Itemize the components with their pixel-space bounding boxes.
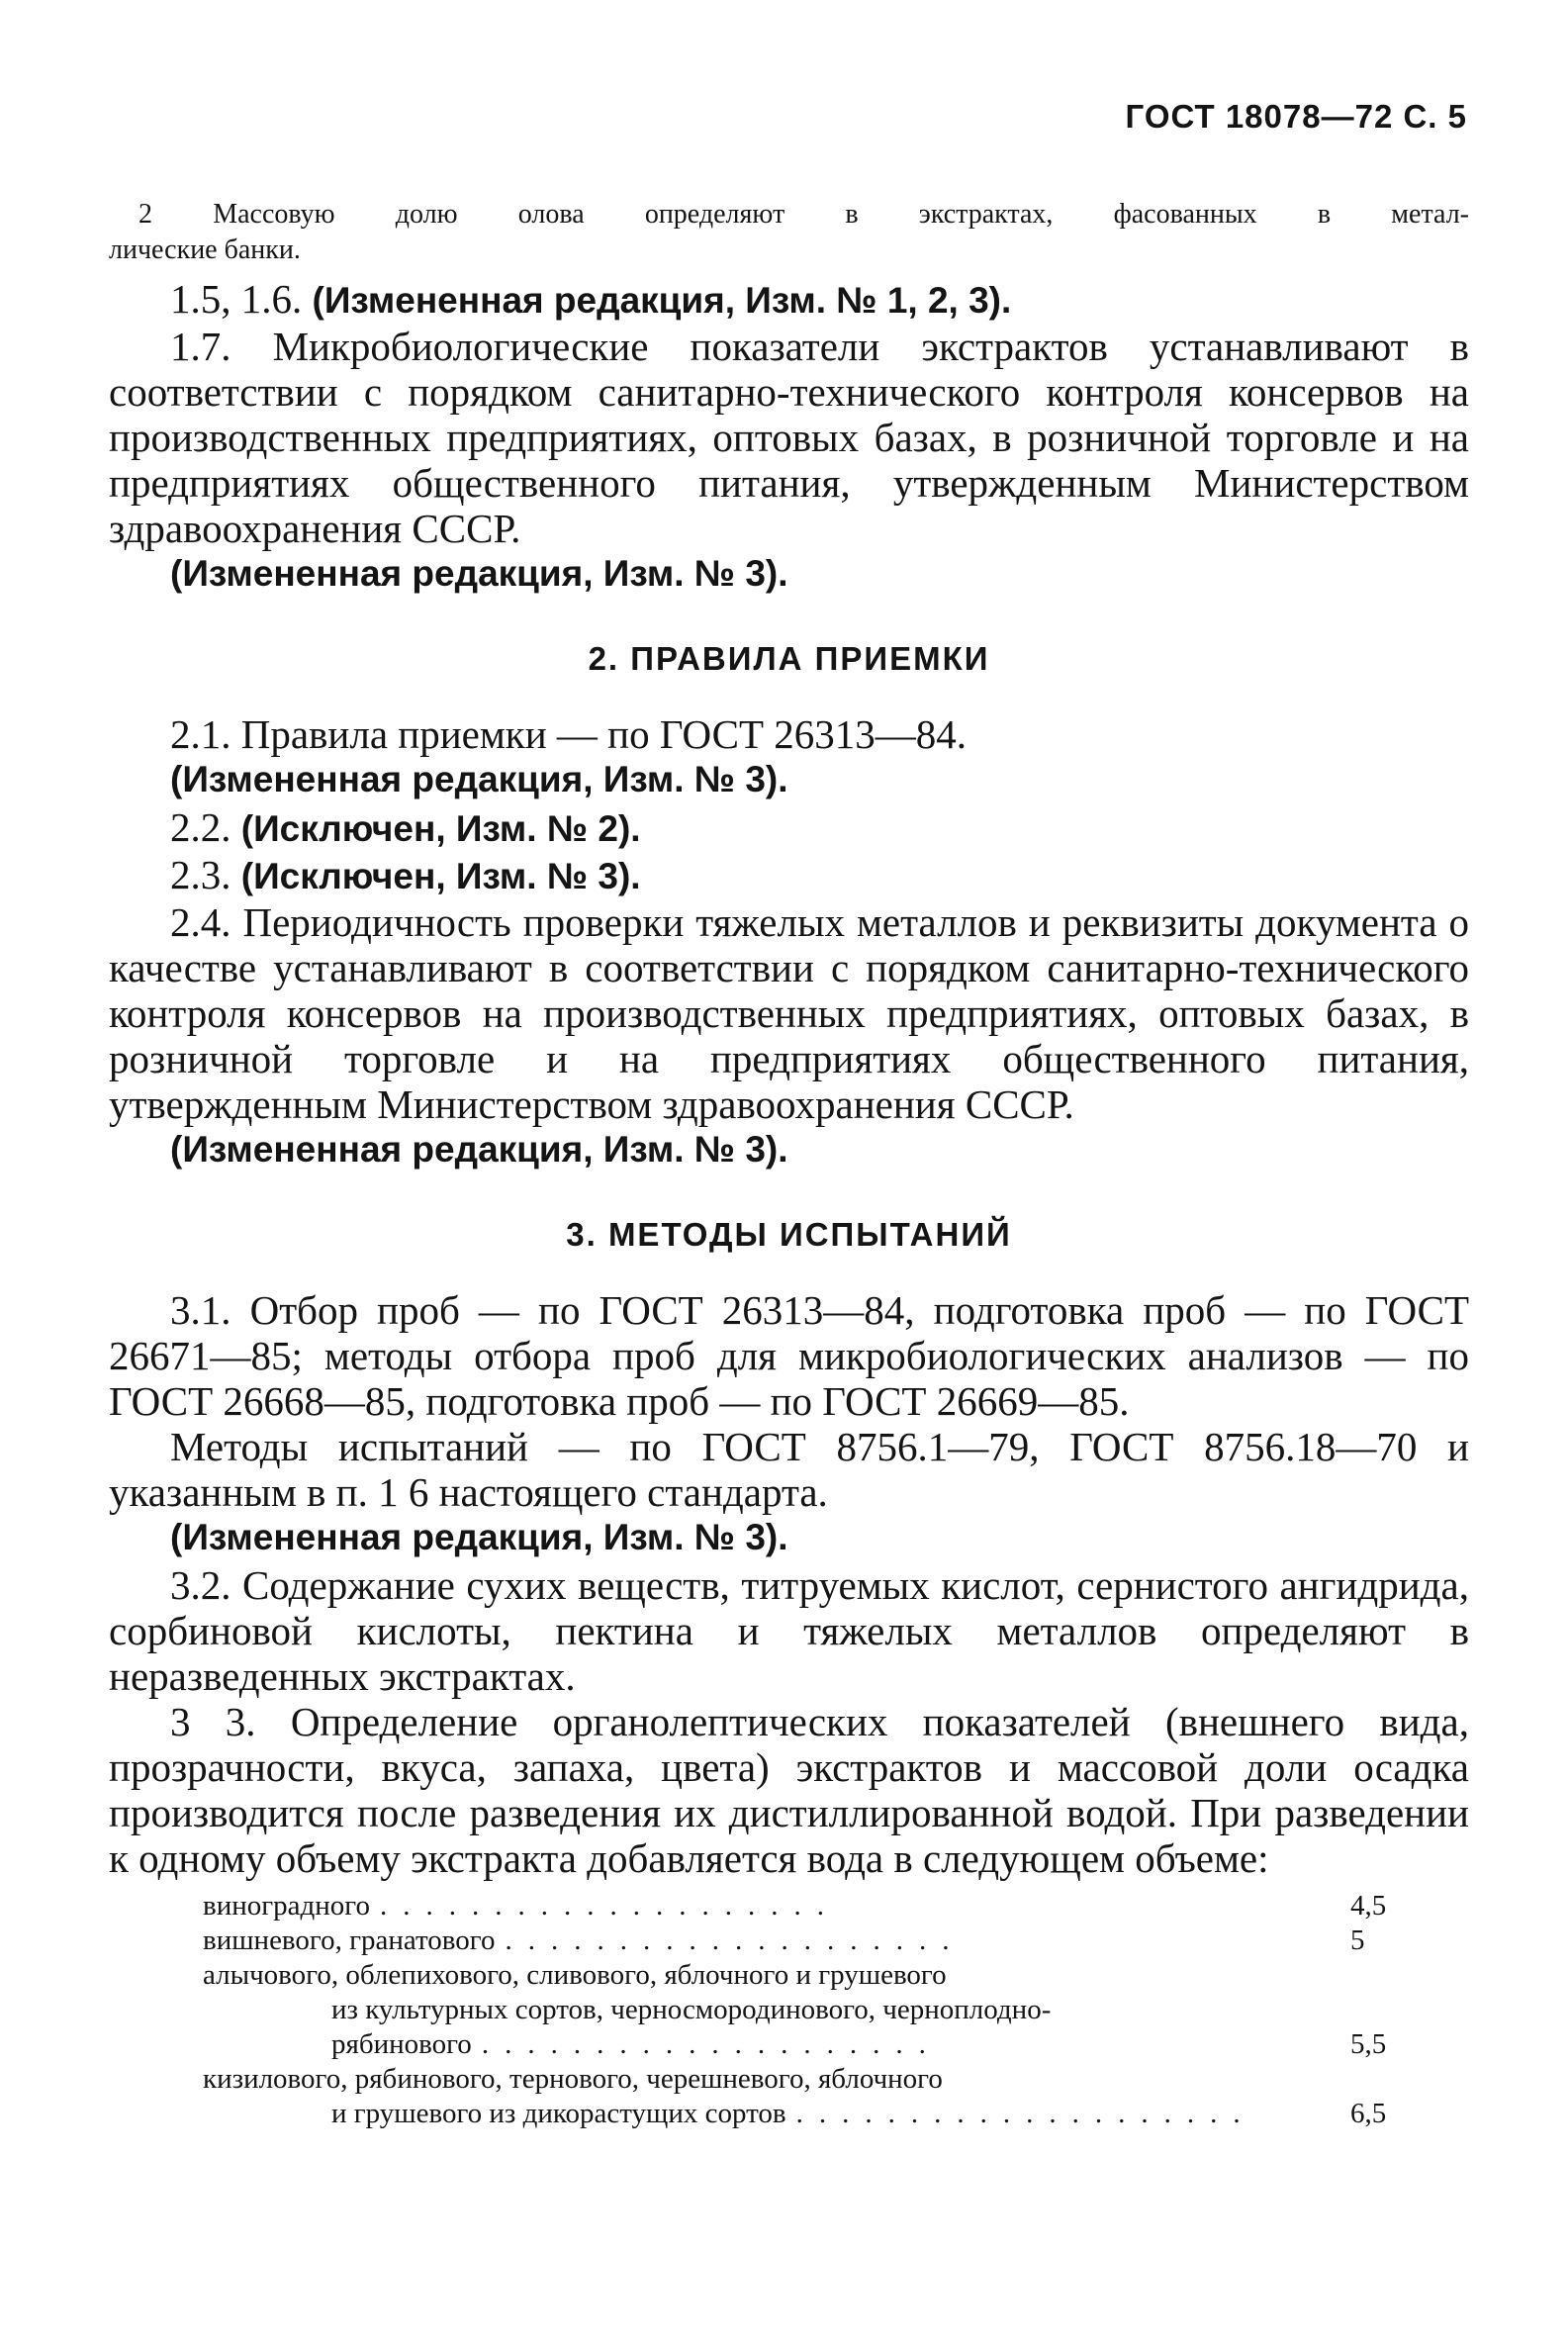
paragraph-2-2-text: (Исключен, Изм. № 2). — [240, 808, 641, 849]
paragraph-2-3-number: 2.3. — [170, 852, 231, 897]
amendment-2-1: (Измененная редакция, Изм. № 3). — [170, 759, 788, 799]
table-row — [109, 2062, 1469, 2131]
paragraph-3-1-methods: Методы испытаний — по ГОСТ 8756.1—79, ГОСТ 8756.18—70 и указанным в п. 1 6 настоящего стандарта. — [109, 1424, 1469, 1515]
row-name-line: рябинового — [331, 2028, 472, 2060]
amendment-1-5-text: (Измененная редакция, Изм. № 1, 2, 3). — [312, 280, 1012, 321]
row-value: 5 — [1350, 1924, 1365, 1956]
row-value: 4,5 — [1350, 1890, 1387, 1922]
document-page — [109, 94, 1469, 2131]
paragraph-2-3 — [109, 852, 1469, 899]
footnote-line-1: 2 Массовую долю олова определяют в экстрактах, фасованных в метал- — [138, 199, 1469, 230]
row-name-line: кизилового, рябинового, тернового, черешневого, яблочного — [203, 2063, 943, 2095]
row-value: 6,5 — [1350, 2098, 1387, 2129]
paragraph-2-3-text: (Исключен, Изм. № 3). — [240, 856, 641, 896]
paragraph-3-1: 3.1. Отбор проб — по ГОСТ 26313—84, подготовка проб — по ГОСТ 26671—85; методы отбора проб для микробиологических анализов — по ГОСТ 26668—85, подготовка проб — по ГОСТ 26669—85. — [109, 1287, 1469, 1424]
row-value: 5,5 — [1350, 2028, 1387, 2060]
section-2-title: 2. ПРАВИЛА ПРИЕМКИ — [588, 640, 990, 677]
paragraph-2-2-number: 2.2. — [170, 804, 231, 850]
dot-leader: .................... — [505, 1924, 966, 1956]
row-name-line: из культурных сортов, черносмородинового, черноплодно- — [331, 1994, 1052, 2025]
row-name-line: алычового, облепихового, сливового, яблочного и грушевого — [203, 1959, 947, 1991]
row-name: вишневого, гранатового — [203, 1924, 496, 1956]
amendment-2-4: (Измененная редакция, Изм. № 3). — [170, 1129, 788, 1170]
paragraph-3-2: 3.2. Содержание сухих веществ, титруемых кислот, сернистого ангидрида, сорбиновой кислоты, пектина и тяжелых металлов определяют в неразведенных экстрактах. — [109, 1562, 1469, 1699]
paragraph-1-7: 1.7. Микробиологические показатели экстрактов устанавливают в соответствии с порядком санитарно-технического контроля консервов на производственных предприятиях, оптовых базах, в розничной торговле и на предприятиях общественного питания, утвержденным Министерством здравоохранения СССР. — [109, 324, 1469, 551]
paragraph-2-2 — [109, 804, 1469, 852]
row-name-line: и грушевого из дикорастущих сортов — [331, 2098, 786, 2129]
dot-leader: .................... — [379, 1890, 840, 1922]
page-header: ГОСТ 18078—72 С. 5 — [1125, 98, 1467, 135]
paragraph-2-4: 2.4. Периодичность проверки тяжелых металлов и реквизиты документа о качестве устанавливают в соответствии с порядком санитарно-технического контроля консервов на производственных предприятиях, оптовых базах, в розничной торговле и на предприятиях общественного питания, утвержденным Министерством здравоохранения СССР. — [109, 899, 1469, 1127]
table-row — [109, 1958, 1469, 2062]
dot-leader: .................... — [795, 2098, 1256, 2129]
table-row — [109, 1923, 1469, 1958]
row-name: виноградного — [203, 1890, 370, 1922]
dot-leader: .................... — [481, 2028, 942, 2060]
section-3-title: 3. МЕТОДЫ ИСПЫТАНИЙ — [566, 1216, 1012, 1253]
amendment-3-1: (Измененная редакция, Изм. № 3). — [170, 1517, 788, 1557]
amendment-1-7: (Измененная редакция, Изм. № 3). — [170, 553, 788, 594]
paragraph-3-3: 3 3. Определение органолептических показателей (внешнего вида, прозрачности, вкуса, запаха, цвета) экстрактов и массовой доли осадка производится после разведения их дистиллированной водой. При разведении к одному объему экстракта добавляется вода в следующем объеме: — [109, 1699, 1469, 1881]
water-volume-table — [109, 1889, 1469, 2131]
amendment-1-5-number: 1.5, 1.6. — [170, 276, 303, 322]
table-row — [109, 1889, 1469, 1923]
paragraph-2-1: 2.1. Правила приемки — по ГОСТ 26313—84. — [170, 711, 968, 757]
amendment-1-5 — [109, 276, 1469, 324]
footnote — [109, 197, 1469, 268]
footnote-line-2: лические банки. — [109, 234, 301, 265]
